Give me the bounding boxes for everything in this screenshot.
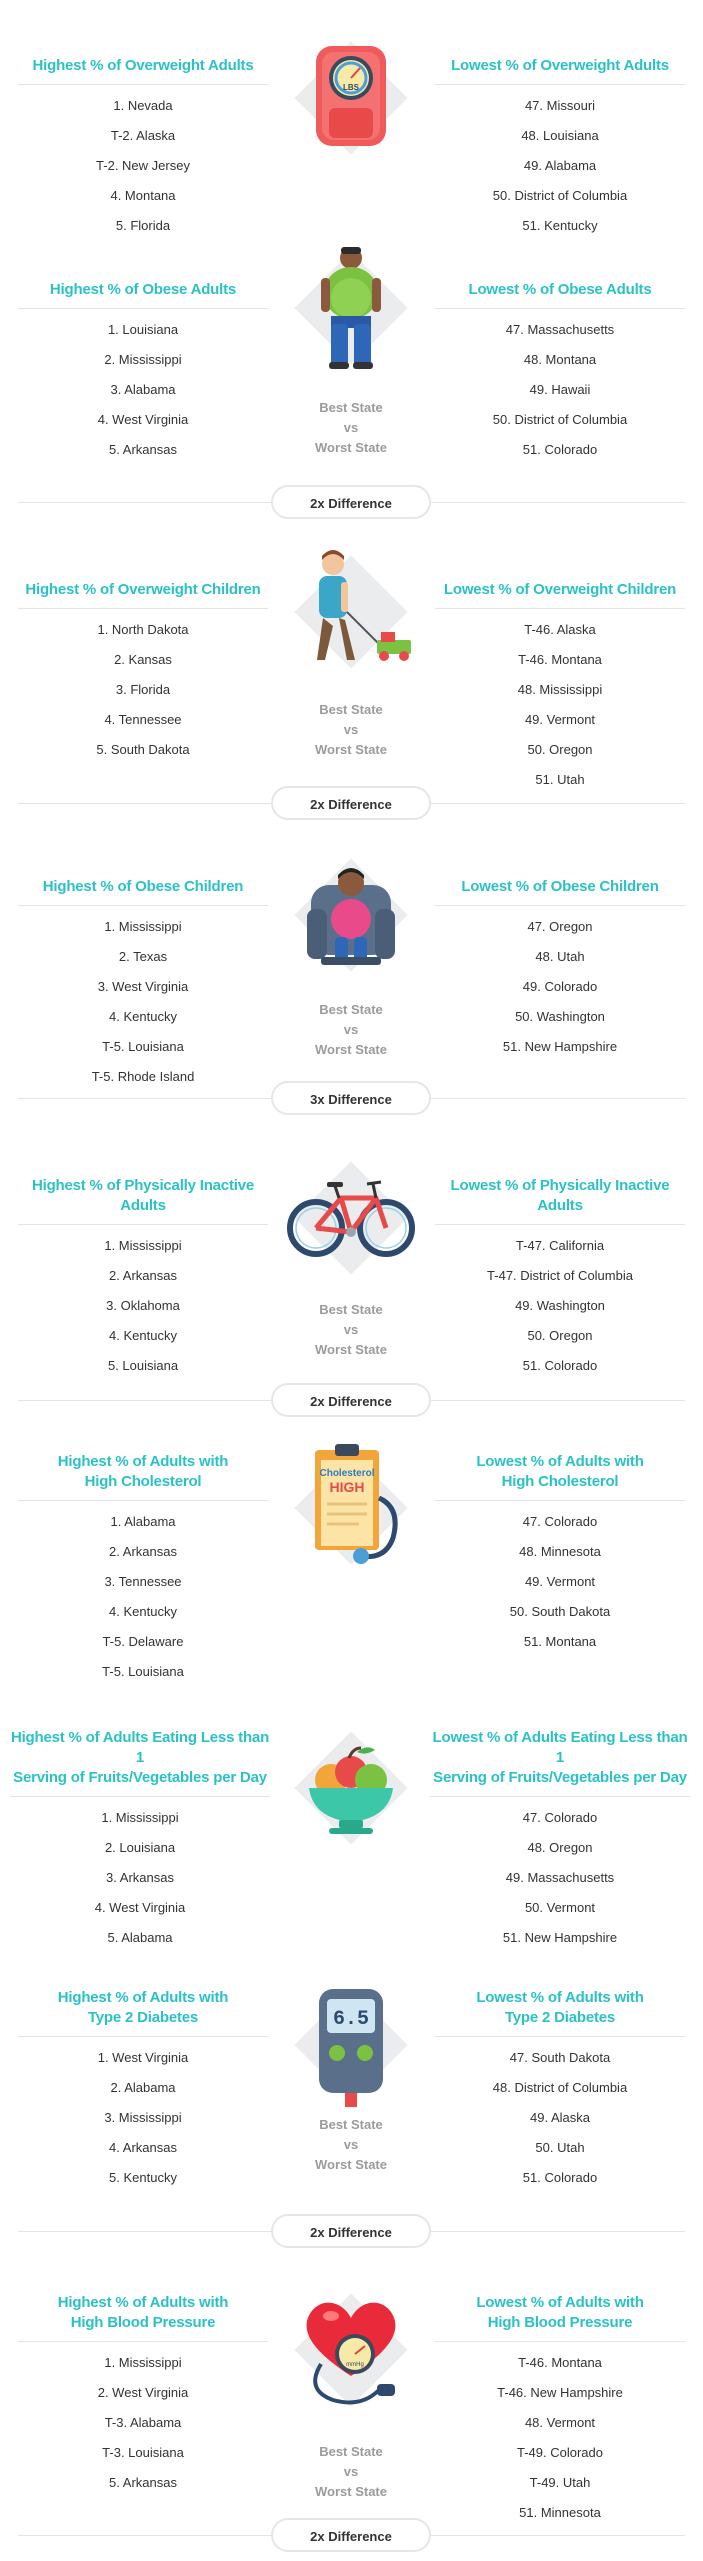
list-item: 3. Mississippi xyxy=(104,2110,182,2125)
list-item: 48. Louisiana xyxy=(521,128,599,143)
child-armchair-icon xyxy=(281,845,421,985)
list-item: 51. Utah xyxy=(535,772,585,787)
list-item: 48. Utah xyxy=(535,949,585,964)
child-toy-truck-icon xyxy=(281,542,421,682)
list-item: 4. West Virginia xyxy=(97,412,189,427)
list-item: 50. Washington xyxy=(515,1009,605,1024)
list-item: 47. Colorado xyxy=(522,1514,598,1529)
obese-man-icon xyxy=(281,238,421,378)
divider xyxy=(18,608,268,609)
cholesterol-clipboard-icon xyxy=(281,1438,421,1578)
list-item: 47. South Dakota xyxy=(509,2050,611,2065)
divider xyxy=(435,905,685,906)
list-item: 4. Arkansas xyxy=(109,2140,177,2155)
section-heading-highest: Highest % of Adults Eating Less than 1 Serving of Fruits/Vegetables per Day xyxy=(10,1729,270,1786)
best-vs-worst-label: Best State vs Worst State xyxy=(315,2444,387,2499)
list-item: 49. Colorado xyxy=(522,979,598,994)
list-item: 4. Kentucky xyxy=(109,1604,177,1619)
list-item: 50. District of Columbia xyxy=(492,188,628,203)
list-item: 4. Kentucky xyxy=(109,1009,177,1024)
list-item: 2. Texas xyxy=(118,949,168,964)
list-item: T-2. New Jersey xyxy=(96,158,190,173)
list-item: 3. Oklahoma xyxy=(106,1298,180,1313)
list-item: 4. West Virginia xyxy=(94,1900,186,1915)
list-item: 51. Colorado xyxy=(522,442,598,457)
list-item: 2. Louisiana xyxy=(104,1840,176,1855)
section-heading-lowest: Lowest % of Adults with High Blood Pressure xyxy=(476,2294,644,2331)
list-item: 5. Arkansas xyxy=(109,442,177,457)
list-item: 1. North Dakota xyxy=(97,622,189,637)
difference-badge: 2x Difference xyxy=(271,2214,431,2248)
section-heading-highest: Highest % of Adults with Type 2 Diabetes xyxy=(57,1989,229,2026)
section-heading-highest: Highest % of Adults with High Cholesterol xyxy=(57,1453,229,1490)
list-item: 1. Nevada xyxy=(113,98,173,113)
list-item: T-5. Louisiana xyxy=(102,1039,184,1054)
list-item: 4. Tennessee xyxy=(104,712,182,727)
list-item: 5. Florida xyxy=(115,218,171,233)
list-item: 48. District of Columbia xyxy=(492,2080,628,2095)
list-item: 51. Kentucky xyxy=(522,218,598,233)
glucose-meter-icon xyxy=(281,1975,421,2115)
list-item: 49. Vermont xyxy=(524,1574,596,1589)
fruit-bowl-icon xyxy=(281,1718,421,1858)
list-item: 5. Arkansas xyxy=(109,2475,177,2490)
difference-badge: 2x Difference xyxy=(271,2518,431,2552)
divider xyxy=(435,2036,685,2037)
divider xyxy=(18,1224,268,1225)
list-item: 48. Mississippi xyxy=(517,682,603,697)
list-item: T-46. New Hampshire xyxy=(497,2385,623,2400)
list-item: 3. Arkansas xyxy=(106,1870,174,1885)
list-item: 51. Colorado xyxy=(522,2170,598,2185)
divider xyxy=(18,84,268,85)
difference-badge: 2x Difference xyxy=(271,485,431,519)
list-item: T-5. Louisiana xyxy=(102,1664,184,1679)
section-heading-lowest: Lowest % of Physically Inactive Adults xyxy=(450,1177,670,1214)
list-item: 1. Mississippi xyxy=(104,2355,182,2370)
best-vs-worst-label: Best State vs Worst State xyxy=(315,1002,387,1057)
list-item: 49. Alaska xyxy=(530,2110,590,2125)
list-item: 5. Kentucky xyxy=(109,2170,177,2185)
gauge-unit-label: mmHg xyxy=(346,2362,364,2368)
list-item: 1. Mississippi xyxy=(104,1238,182,1253)
list-item: 47. Missouri xyxy=(524,98,596,113)
divider xyxy=(435,1224,685,1225)
list-item: 2. Arkansas xyxy=(109,1544,177,1559)
list-item: 2. Arkansas xyxy=(109,1268,177,1283)
list-item: 48. Montana xyxy=(523,352,597,367)
list-item: 50. District of Columbia xyxy=(492,412,628,427)
list-item: 1. West Virginia xyxy=(97,2050,189,2065)
list-item: 47. Colorado xyxy=(522,1810,598,1825)
list-item: 2. Kansas xyxy=(114,652,172,667)
divider xyxy=(18,2036,268,2037)
list-item: 49. Alabama xyxy=(523,158,597,173)
list-item: 49. Hawaii xyxy=(529,382,591,397)
list-item: 51. Colorado xyxy=(522,1358,598,1373)
list-item: T-3. Louisiana xyxy=(102,2445,184,2460)
section-heading-highest: Highest % of Obese Children xyxy=(42,878,244,895)
section-heading-lowest: Lowest % of Overweight Children xyxy=(443,581,677,598)
divider xyxy=(435,308,685,309)
bicycle-icon xyxy=(281,1148,421,1288)
divider xyxy=(18,905,268,906)
divider xyxy=(18,2341,268,2342)
cholesterol-label: Cholesterol xyxy=(319,1468,375,1479)
list-item: T-2. Alaska xyxy=(110,128,176,143)
list-item: 47. Oregon xyxy=(527,919,593,934)
section-heading-lowest: Lowest % of Overweight Adults xyxy=(451,57,669,74)
list-item: 2. Alabama xyxy=(110,2080,176,2095)
difference-badge: 3x Difference xyxy=(271,1081,431,1115)
list-item: 48. Oregon xyxy=(527,1840,593,1855)
list-item: 4. Kentucky xyxy=(109,1328,177,1343)
divider xyxy=(18,1500,268,1501)
list-item: 51. New Hampshire xyxy=(502,1039,618,1054)
list-item: 5. Alabama xyxy=(107,1930,173,1945)
difference-badge: 2x Difference xyxy=(271,786,431,820)
list-item: 3. Alabama xyxy=(110,382,176,397)
list-item: T-46. Alaska xyxy=(524,622,596,637)
difference-badge: 2x Difference xyxy=(271,1383,431,1417)
list-item: 50. Oregon xyxy=(527,1328,593,1343)
list-item: 4. Montana xyxy=(110,188,176,203)
divider xyxy=(435,84,685,85)
glucose-reading: 6.5 xyxy=(332,2008,370,2031)
section-heading-lowest: Lowest % of Obese Children xyxy=(461,878,659,895)
list-item: T-3. Alabama xyxy=(104,2415,182,2430)
list-item: T-46. Montana xyxy=(518,2355,602,2370)
list-item: 50. Oregon xyxy=(527,742,593,757)
list-item: T-49. Colorado xyxy=(517,2445,603,2460)
list-item: 3. West Virginia xyxy=(97,979,189,994)
list-item: 50. South Dakota xyxy=(509,1604,611,1619)
list-item: 5. South Dakota xyxy=(96,742,190,757)
best-vs-worst-label: Best State vs Worst State xyxy=(315,400,387,455)
list-item: 1. Mississippi xyxy=(101,1810,179,1825)
list-item: 1. Alabama xyxy=(110,1514,176,1529)
list-item: 2. Mississippi xyxy=(104,352,182,367)
list-item: 49. Washington xyxy=(515,1298,605,1313)
section-heading-highest: Highest % of Overweight Children xyxy=(25,581,261,598)
section-heading-highest: Highest % of Adults with High Blood Pressure xyxy=(57,2294,229,2331)
list-item: 49. Massachusetts xyxy=(505,1870,615,1885)
section-heading-highest: Highest % of Overweight Adults xyxy=(32,57,254,74)
list-item: 2. West Virginia xyxy=(97,2385,189,2400)
list-item: 47. Massachusetts xyxy=(505,322,615,337)
list-item: 50. Utah xyxy=(535,2140,585,2155)
list-item: 48. Vermont xyxy=(524,2415,596,2430)
divider xyxy=(10,1796,270,1797)
section-heading-highest: Highest % of Physically Inactive Adults xyxy=(31,1177,254,1214)
heart-blood-pressure-icon xyxy=(281,2280,421,2420)
best-vs-worst-label: Best State vs Worst State xyxy=(315,2117,387,2172)
section-heading-lowest: Lowest % of Obese Adults xyxy=(468,281,652,298)
section-heading-lowest: Lowest % of Adults with High Cholesterol xyxy=(476,1453,644,1490)
list-item: T-5. Delaware xyxy=(102,1634,184,1649)
list-item: 50. Vermont xyxy=(524,1900,596,1915)
list-item: 3. Tennessee xyxy=(104,1574,182,1589)
section-heading-lowest: Lowest % of Adults with Type 2 Diabetes xyxy=(476,1989,644,2026)
list-item: 5. Louisiana xyxy=(107,1358,179,1373)
divider xyxy=(430,1796,690,1797)
list-item: T-47. District of Columbia xyxy=(487,1268,633,1283)
scale-icon xyxy=(281,28,421,168)
list-item: 1. Louisiana xyxy=(107,322,179,337)
divider xyxy=(435,608,685,609)
list-item: 49. Vermont xyxy=(524,712,596,727)
list-item: 3. Florida xyxy=(115,682,171,697)
divider xyxy=(435,1500,685,1501)
list-item: T-49. Utah xyxy=(529,2475,591,2490)
best-vs-worst-label: Best State vs Worst State xyxy=(315,702,387,757)
list-item: 48. Minnesota xyxy=(519,1544,601,1559)
section-heading-lowest: Lowest % of Adults Eating Less than 1 Serving of Fruits/Vegetables per Day xyxy=(432,1729,688,1786)
section-heading-highest: Highest % of Obese Adults xyxy=(49,281,237,298)
svg-text:LBS: LBS xyxy=(343,83,359,92)
list-item: 51. Montana xyxy=(523,1634,597,1649)
list-item: 51. New Hampshire xyxy=(502,1930,618,1945)
best-vs-worst-label: Best State vs Worst State xyxy=(315,1302,387,1357)
list-item: T-5. Rhode Island xyxy=(91,1069,195,1084)
list-item: T-47. California xyxy=(515,1238,605,1253)
divider xyxy=(435,2341,685,2342)
list-item: T-46. Montana xyxy=(518,652,602,667)
divider xyxy=(18,308,268,309)
list-item: 1. Mississippi xyxy=(104,919,182,934)
list-item: 51. Minnesota xyxy=(519,2505,601,2520)
high-label: HIGH xyxy=(329,1479,365,1495)
